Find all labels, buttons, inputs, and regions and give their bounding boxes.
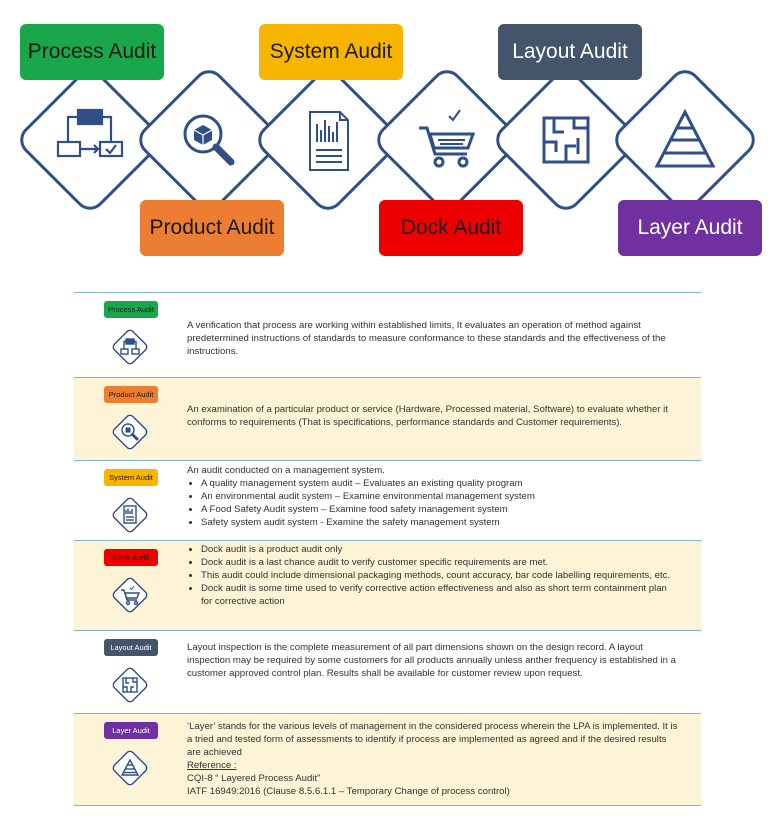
table-row-system	[74, 460, 701, 540]
list-item: • Safety system audit system - Examine the safety management system	[201, 516, 679, 529]
dock-audit-label: Dock Audit	[379, 200, 523, 256]
layout-audit-label: Layout Audit	[498, 24, 642, 80]
row-intro: An audit conducted on a management system.	[187, 465, 385, 476]
row-description: A verification that process are working within established limits, It evaluates an operation of method against predetermined instructions of standards to measure conformance to these standards and the effectiveness of the instructions.	[187, 320, 666, 357]
row-tag: Layer Audit	[104, 722, 158, 739]
row-description	[187, 543, 679, 608]
table-row-layout	[74, 630, 701, 713]
table-row-product	[74, 377, 701, 460]
row-tag: System Audit	[104, 469, 158, 486]
reference-label: Reference :	[187, 760, 237, 771]
row-description	[187, 720, 679, 798]
list-item: • A Food Safety Audit system – Examine food safety management system	[201, 503, 679, 516]
product-audit-label: Product Audit	[140, 200, 284, 256]
reference-cqi8: CQI-8 “ Layered Process Audit”	[187, 773, 321, 784]
process-audit-label: Process Audit	[20, 24, 164, 80]
list-item: • Dock audit is a last chance audit to verify customer specific requirements are met.	[201, 556, 679, 569]
layout-mini-icon	[110, 665, 150, 705]
row-description	[187, 464, 679, 529]
system-mini-icon	[110, 495, 150, 535]
bullet-list	[187, 543, 679, 608]
layer-mini-icon	[110, 748, 150, 788]
table-row-layer	[74, 713, 701, 805]
system-audit-label: System Audit	[259, 24, 403, 80]
table-row-process	[74, 292, 701, 377]
bullet-list	[187, 477, 679, 529]
list-item: • This audit could include dimensional packaging methods, count accuracy, bar code labelling requirements, etc.	[201, 569, 679, 582]
magnifier-cube-icon	[167, 98, 251, 182]
product-mini-icon	[110, 412, 150, 452]
layout-maze-icon	[524, 98, 608, 182]
pyramid-layers-icon	[643, 98, 727, 182]
list-item: • Dock audit is some time used to verify corrective action effectiveness and also as short term containment plan for corrective action	[201, 582, 679, 608]
table-bottom-border	[74, 805, 701, 806]
report-chart-icon	[286, 98, 370, 182]
audit-types-diagram	[0, 0, 784, 270]
list-item: • A quality management system audit – Evaluates an existing quality program	[201, 477, 679, 490]
list-item: • An environmental audit system – Examine environmental management system	[201, 490, 679, 503]
row-tag: Process Audit	[104, 301, 158, 318]
list-item: • Dock audit is a product audit only	[201, 543, 679, 556]
row-tag: Product Audit	[104, 386, 158, 403]
layer-audit-label: Layer Audit	[618, 200, 762, 256]
row-tag: Layout Audit	[104, 639, 158, 656]
row-description: Layout inspection is the complete measurement of all part dimensions shown on the design record. A layout inspection may be required by some customers for all products annually unless anther frequency is established in a customer approved control plan. Results shall be available for customer review upon request.	[187, 642, 677, 679]
dock-mini-icon	[110, 575, 150, 615]
row-description: An examination of a particular product or service (Hardware, Processed material, Software) to evaluate whether it conforms to requirements (That is specifications, performance standards and Customer requirements).	[187, 404, 668, 428]
cart-check-icon	[405, 98, 489, 182]
process-mini-icon	[110, 327, 150, 367]
table-row-dock	[74, 540, 701, 630]
reference-iatf: IATF 16949:2016 (Clause 8.5.6.1.1 – Temporary Change of process control)	[187, 786, 510, 797]
row-tag: Dock Audit	[104, 549, 158, 566]
process-flow-icon	[48, 98, 132, 182]
layer-definition: ‘Layer’ stands for the various levels of management in the considered process wherein the LPA is implemented. It is a tried and tested form of assessments to identify if process are implemented as agreed and if the desired results are achieved	[187, 721, 678, 758]
